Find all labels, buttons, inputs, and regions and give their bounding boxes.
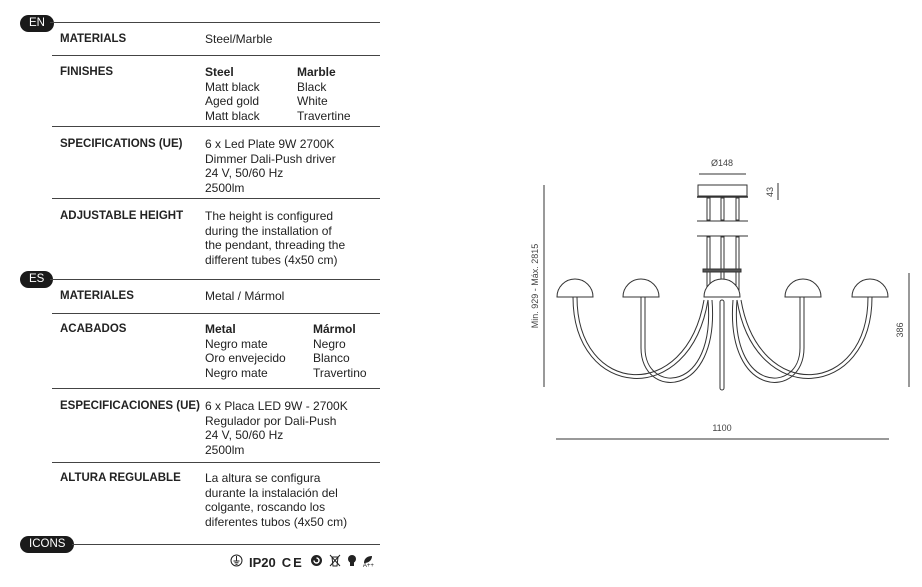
col-head: Marble — [297, 65, 336, 79]
finish-item: Black — [297, 79, 327, 94]
text-line: durante la instalación del — [205, 485, 338, 500]
acabados-label: ACABADOS — [60, 323, 127, 335]
finish-item: Matt black — [205, 79, 260, 94]
finish-item: Travertino — [313, 365, 367, 380]
lamp-arms — [573, 297, 872, 382]
canopy — [698, 185, 747, 196]
energy-class-label: A++ — [362, 563, 374, 569]
icons-tag: ICONS — [20, 536, 74, 553]
height-label: ADJUSTABLE HEIGHT — [60, 210, 184, 222]
text-line: La altura se configura — [205, 471, 321, 485]
width-label: 1100 — [712, 423, 732, 433]
finish-item: Negro mate — [205, 365, 268, 380]
finish-item: Matt black — [205, 108, 260, 123]
materials-label: MATERIALS — [60, 33, 127, 45]
ip20-icon: IP20 — [249, 554, 276, 570]
col-head: Mármol — [313, 322, 356, 336]
spec-line: 2500lm — [205, 442, 245, 457]
body-height-label: 386 — [895, 322, 905, 338]
spec-line: Regulador por Dali-Push — [205, 413, 337, 428]
finish-item: White — [297, 94, 328, 108]
especificaciones-label: ESPECIFICACIONES (UE) — [60, 400, 200, 412]
finish-item: Aged gold — [205, 94, 260, 108]
height-range-label: Min. 929 - Máx. 2815 — [530, 243, 540, 329]
diameter-label: Ø148 — [710, 158, 734, 168]
finish-item: Travertine — [297, 108, 351, 123]
canopy-height-label: 43 — [765, 186, 775, 198]
specs-label: SPECIFICATIONS (UE) — [60, 138, 183, 150]
altura-label: ALTURA REGULABLE — [60, 472, 181, 484]
spec-line: 6 x Placa LED 9W - 2700K — [205, 399, 348, 413]
spec-line: Dimmer Dali-Push driver — [205, 151, 336, 166]
materiales-label: MATERIALES — [60, 290, 134, 302]
text-line: the pendant, threading the — [205, 238, 346, 252]
spec-line: 24 V, 50/60 Hz — [205, 166, 284, 180]
text-line: The height is configured — [205, 209, 334, 223]
text-line: colgante, roscando los — [205, 500, 326, 514]
finish-item: Negro — [313, 336, 346, 351]
finish-item: Oro envejecido — [205, 351, 286, 365]
text-line: during the installation of — [205, 223, 332, 238]
ce-mark-icon: CE — [281, 554, 304, 570]
lamp-shades — [557, 279, 888, 297]
lang-tag-en: EN — [20, 15, 54, 32]
col-head: Steel — [205, 65, 234, 79]
spec-line: 6 x Led Plate 9W 2700K — [205, 137, 335, 151]
finishes-label: FINISHES — [60, 66, 114, 78]
finish-item: Negro mate — [205, 336, 268, 351]
finish-item: Blanco — [313, 351, 350, 365]
materiales-value: Metal / Mármol — [205, 289, 285, 303]
text-line: different tubes (4x50 cm) — [205, 252, 338, 267]
spec-line: 2500lm — [205, 180, 245, 195]
text-line: diferentes tubos (4x50 cm) — [205, 514, 348, 529]
materials-value: Steel/Marble — [205, 32, 273, 46]
lang-tag-es: ES — [20, 271, 53, 288]
spec-line: 24 V, 50/60 Hz — [205, 428, 284, 442]
col-head: Metal — [205, 322, 236, 336]
